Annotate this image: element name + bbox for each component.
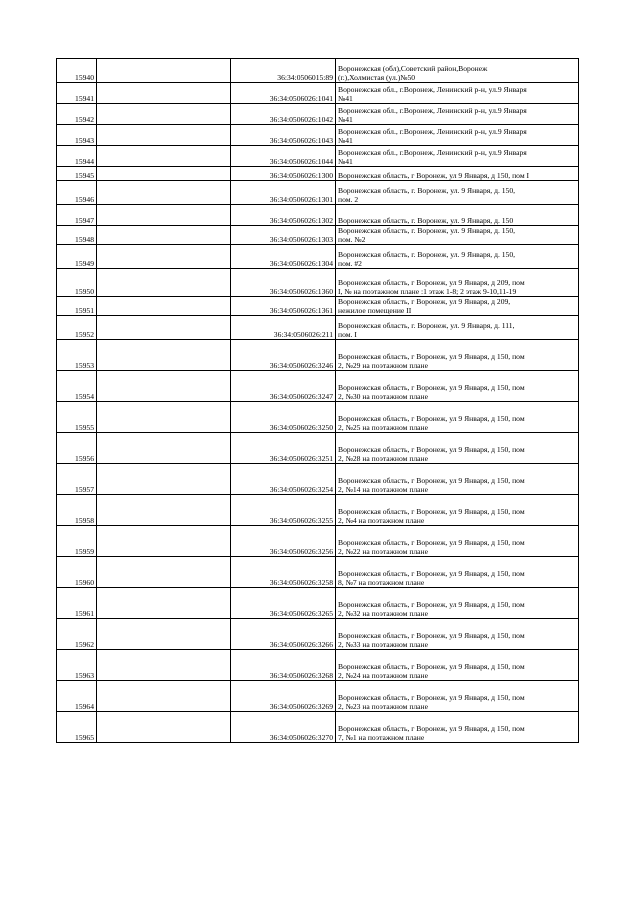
- empty-cell: [97, 205, 231, 226]
- table-row: [57, 181, 579, 205]
- empty-cell: [97, 371, 231, 402]
- table-row: [57, 464, 579, 495]
- empty-cell: [97, 316, 231, 340]
- registry-table-body: [57, 59, 579, 743]
- empty-cell: [97, 619, 231, 650]
- cadastral-number-cell: 36:34:0506026:1304: [231, 245, 336, 269]
- table-row: [57, 104, 579, 125]
- row-number-cell: 15948: [57, 226, 97, 245]
- row-number-cell: 15953: [57, 340, 97, 371]
- address-cell: Воронежская область, г. Воронеж, ул. 9 Января, д. 150, пом. 2: [336, 181, 579, 205]
- row-number-cell: 15941: [57, 83, 97, 104]
- row-number-cell: 15961: [57, 588, 97, 619]
- row-number-cell: 15943: [57, 125, 97, 146]
- empty-cell: [97, 226, 231, 245]
- empty-cell: [97, 59, 231, 83]
- row-number-cell: 15945: [57, 167, 97, 181]
- cadastral-number-cell: 36:34:0506026:3255: [231, 495, 336, 526]
- address-cell: Воронежская область, г Воронеж, ул 9 Января, д 150, пом 2, №28 на поэтажном плане: [336, 433, 579, 464]
- cadastral-number-cell: 36:34:0506026:3250: [231, 402, 336, 433]
- empty-cell: [97, 681, 231, 712]
- address-cell: Воронежская обл., г.Воронеж, Ленинский р-н, ул.9 Января №41: [336, 125, 579, 146]
- address-cell: Воронежская область, г Воронеж, ул 9 Января, д 209, нежилое помещение II: [336, 297, 579, 316]
- table-row: [57, 226, 579, 245]
- row-number-cell: 15955: [57, 402, 97, 433]
- table-row: [57, 433, 579, 464]
- address-cell: Воронежская область, г Воронеж, ул 9 Января, д 150, пом 2, №4 на поэтажном плане: [336, 495, 579, 526]
- address-cell: Воронежская обл., г.Воронеж, Ленинский р-н, ул.9 Января №41: [336, 146, 579, 167]
- table-row: [57, 59, 579, 83]
- empty-cell: [97, 181, 231, 205]
- empty-cell: [97, 495, 231, 526]
- cadastral-number-cell: 36:34:0506026:3256: [231, 526, 336, 557]
- row-number-cell: 15950: [57, 269, 97, 297]
- cadastral-number-cell: 36:34:0506026:1300: [231, 167, 336, 181]
- cadastral-number-cell: 36:34:0506026:1301: [231, 181, 336, 205]
- table-row: [57, 650, 579, 681]
- cadastral-number-cell: 36:34:0506026:1042: [231, 104, 336, 125]
- empty-cell: [97, 464, 231, 495]
- cadastral-number-cell: 36:34:0506026:3246: [231, 340, 336, 371]
- table-row: [57, 146, 579, 167]
- table-row: [57, 371, 579, 402]
- address-cell: Воронежская область, г Воронеж, ул 9 Января, д 150, пом 2, №25 на поэтажном плане: [336, 402, 579, 433]
- address-cell: Воронежская (обл),Советский район,Воронеж (г.),Холмистая (ул.)№50: [336, 59, 579, 83]
- cadastral-number-cell: 36:34:0506026:3266: [231, 619, 336, 650]
- row-number-cell: 15949: [57, 245, 97, 269]
- address-cell: Воронежская область, г Воронеж, ул 9 Января, д 150, пом 2, №29 на поэтажном плане: [336, 340, 579, 371]
- cadastral-number-cell: 36:34:0506026:3269: [231, 681, 336, 712]
- table-row: [57, 557, 579, 588]
- row-number-cell: 15959: [57, 526, 97, 557]
- row-number-cell: 15958: [57, 495, 97, 526]
- address-cell: Воронежская область, г Воронеж, ул 9 Января, д 150, пом 2, №22 на поэтажном плане: [336, 526, 579, 557]
- row-number-cell: 15942: [57, 104, 97, 125]
- address-cell: Воронежская область, г. Воронеж, ул. 9 Января, д. 150, пом. №2: [336, 226, 579, 245]
- row-number-cell: 15947: [57, 205, 97, 226]
- empty-cell: [97, 297, 231, 316]
- row-number-cell: 15944: [57, 146, 97, 167]
- cadastral-number-cell: 36:34:0506026:3265: [231, 588, 336, 619]
- empty-cell: [97, 402, 231, 433]
- address-cell: Воронежская область, г Воронеж, ул 9 Января, д 150, пом 2, №30 на поэтажном плане: [336, 371, 579, 402]
- empty-cell: [97, 167, 231, 181]
- row-number-cell: 15951: [57, 297, 97, 316]
- address-cell: Воронежская обл., г.Воронеж, Ленинский р-н, ул.9 Января №41: [336, 83, 579, 104]
- row-number-cell: 15946: [57, 181, 97, 205]
- empty-cell: [97, 588, 231, 619]
- empty-cell: [97, 83, 231, 104]
- empty-cell: [97, 146, 231, 167]
- cadastral-number-cell: 36:34:0506026:3254: [231, 464, 336, 495]
- cadastral-number-cell: 36:34:0506026:3251: [231, 433, 336, 464]
- table-row: [57, 588, 579, 619]
- cadastral-number-cell: 36:34:0506026:1360: [231, 269, 336, 297]
- table-row: [57, 269, 579, 297]
- table-row: [57, 83, 579, 104]
- cadastral-number-cell: 36:34:0506026:3247: [231, 371, 336, 402]
- row-number-cell: 15956: [57, 433, 97, 464]
- table-row: [57, 402, 579, 433]
- table-row: [57, 340, 579, 371]
- table-row: [57, 297, 579, 316]
- table-row: [57, 245, 579, 269]
- address-cell: Воронежская область, г Воронеж, ул 9 Января, д 150, пом 2, №14 на поэтажном плане: [336, 464, 579, 495]
- address-cell: Воронежская область, г. Воронеж, ул. 9 Января, д. 111, пом. I: [336, 316, 579, 340]
- empty-cell: [97, 526, 231, 557]
- row-number-cell: 15957: [57, 464, 97, 495]
- row-number-cell: 15963: [57, 650, 97, 681]
- row-number-cell: 15962: [57, 619, 97, 650]
- row-number-cell: 15952: [57, 316, 97, 340]
- address-cell: Воронежская область, г Воронеж, ул 9 Января, д 150, пом 8, №7 на поэтажном плане: [336, 557, 579, 588]
- empty-cell: [97, 557, 231, 588]
- empty-cell: [97, 433, 231, 464]
- table-row: [57, 316, 579, 340]
- table-row: [57, 205, 579, 226]
- cadastral-number-cell: 36:34:0506026:1041: [231, 83, 336, 104]
- cadastral-number-cell: 36:34:0506026:1302: [231, 205, 336, 226]
- cadastral-number-cell: 36:34:0506026:1043: [231, 125, 336, 146]
- address-cell: Воронежская область, г Воронеж, ул 9 Января, д 150, пом 2, №33 на поэтажном плане: [336, 619, 579, 650]
- table-row: [57, 526, 579, 557]
- address-cell: Воронежская область, г Воронеж, ул 9 Января, д 150, пом 2, №23 на поэтажном плане: [336, 681, 579, 712]
- cadastral-number-cell: 36:34:0506026:1361: [231, 297, 336, 316]
- address-cell: Воронежская область, г Воронеж, ул 9 Января, д 150, пом 2, №32 на поэтажном плане: [336, 588, 579, 619]
- address-cell: Воронежская обл., г.Воронеж, Ленинский р-н, ул.9 Января №41: [336, 104, 579, 125]
- address-cell: Воронежская область, г. Воронеж, ул. 9 Января, д. 150: [336, 205, 579, 226]
- cadastral-number-cell: 36:34:0506026:3258: [231, 557, 336, 588]
- cadastral-number-cell: 36:34:0506015:89: [231, 59, 336, 83]
- address-cell: Воронежская область, г Воронеж, ул 9 Января, д 150, пом 2, №24 на поэтажном плане: [336, 650, 579, 681]
- empty-cell: [97, 125, 231, 146]
- cadastral-number-cell: 36:34:0506026:1303: [231, 226, 336, 245]
- address-cell: Воронежская область, г Воронеж, ул 9 Января, д 150, пом 7, №1 на поэтажном плане: [336, 712, 579, 743]
- empty-cell: [97, 245, 231, 269]
- table-row: [57, 495, 579, 526]
- registry-table: [56, 58, 579, 743]
- table-row: [57, 167, 579, 181]
- empty-cell: [97, 269, 231, 297]
- table-row: [57, 712, 579, 743]
- cadastral-number-cell: 36:34:0506026:211: [231, 316, 336, 340]
- address-cell: Воронежская область, г Воронеж, ул 9 Января, д 150, пом I: [336, 167, 579, 181]
- row-number-cell: 15965: [57, 712, 97, 743]
- row-number-cell: 15940: [57, 59, 97, 83]
- empty-cell: [97, 650, 231, 681]
- row-number-cell: 15960: [57, 557, 97, 588]
- address-cell: Воронежская область, г Воронеж, ул 9 Января, д 209, пом I, № на поэтажном плане :1 этаж 1-8; 2 этаж 9-10,11-19: [336, 269, 579, 297]
- table-row: [57, 619, 579, 650]
- row-number-cell: 15954: [57, 371, 97, 402]
- cadastral-number-cell: 36:34:0506026:1044: [231, 146, 336, 167]
- cadastral-number-cell: 36:34:0506026:3270: [231, 712, 336, 743]
- row-number-cell: 15964: [57, 681, 97, 712]
- table-row: [57, 125, 579, 146]
- empty-cell: [97, 340, 231, 371]
- cadastral-number-cell: 36:34:0506026:3268: [231, 650, 336, 681]
- empty-cell: [97, 712, 231, 743]
- table-row: [57, 681, 579, 712]
- address-cell: Воронежская область, г. Воронеж, ул. 9 Января, д. 150, пом. #2: [336, 245, 579, 269]
- empty-cell: [97, 104, 231, 125]
